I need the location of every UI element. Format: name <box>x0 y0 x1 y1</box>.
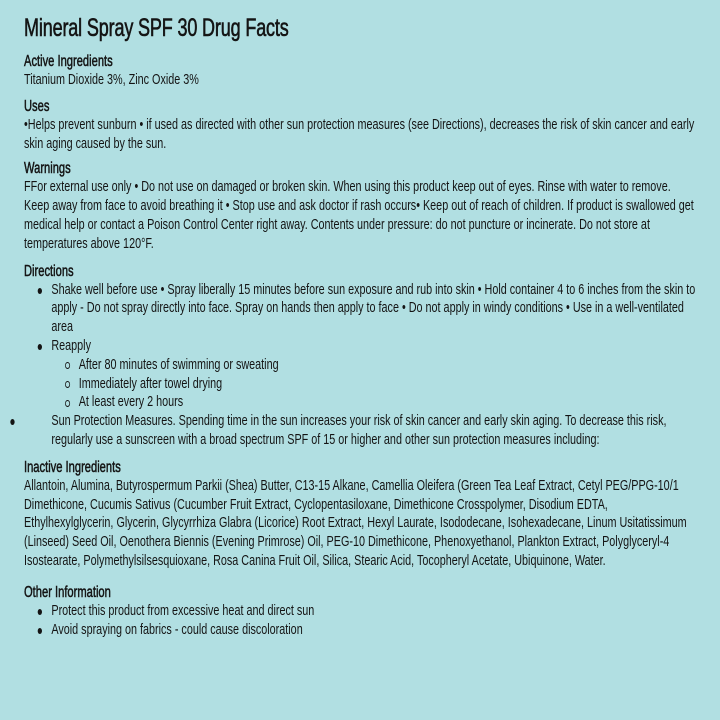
sublist-item: Immediately after towel drying <box>51 375 697 394</box>
directions-list <box>24 281 697 450</box>
list-item: Protect this product from excessive heat and direct sun <box>24 602 697 621</box>
section-heading: Active Ingredients <box>24 53 113 70</box>
sublist-item: After 80 minutes of swimming or sweating <box>51 356 697 375</box>
list-item: Avoid spraying on fabrics - could cause discoloration <box>24 621 697 640</box>
section-text: FFor external use only • Do not use on damaged or broken skin. When using this product keep out of eyes. Rinse with water to remove. Keep away from face to avoid breathing it • Stop use and ask doctor if rash occurs• Keep out of reach of children. If product is swallowed get medical help or contact a Poison Control Center right away. Contents under pressure: do not puncture or incinerate. Do not store at temperatures above 120°F. <box>24 178 694 252</box>
other-information-section <box>24 583 697 640</box>
drug-facts-panel <box>24 12 697 639</box>
warnings-section <box>24 159 697 253</box>
section-heading: Warnings <box>24 160 71 178</box>
active-ingredients-section <box>24 52 697 90</box>
uses-section <box>24 97 697 154</box>
section-text: Allantoin, Alumina, Butyrospermum Parkii (Shea) Butter, C13-15 Alkane, Camellia Oleifera (Green Tea Leaf Extract, Cetyl PEG/PPG-10/1 Dimethicone, Cucumis Sativus (Cucumber Fruit Extract, Cyclopentasiloxane, Dimethicone Crosspolymer, Disodium EDTA, Ethylhexylglycerin, Glycerin, Glycyrrhiza Glabra (Licorice) Root Extract, Hexyl Laurate, Isododecane, Isohexadecane, Linum Usitatissimum (Linseed) Seed Oil, Oenothera Biennis (Evening Primrose) Oil, PEG-10 Dimethicone, Phenoxyethanol, Plankton Extract, Polyglyceryl-4 Isostearate, Polymethylsilsesquioxane, Rosa Canina Fruit Oil, Silica, Stearic Acid, Tocopheryl Acetate, Ubiquinone, Water. <box>24 476 687 569</box>
directions-section <box>24 262 697 450</box>
list-item <box>24 281 697 337</box>
list-item <box>24 337 697 412</box>
section-heading: Inactive Ingredients <box>24 458 121 476</box>
section-text: Titanium Dioxide 3%, Zinc Oxide 3% <box>24 71 199 88</box>
section-heading: Directions <box>24 262 74 280</box>
page-title: Mineral Spray SPF 30 Drug Facts <box>24 14 289 42</box>
sublist-item: At least every 2 hours <box>51 393 697 412</box>
section-heading: Other Information <box>24 583 111 601</box>
sublist <box>51 356 697 412</box>
list-item-text: Sun Protection Measures. Spending time in the sun increases your risk of skin cancer and early skin aging. To decrease this risk, regularly use a sunscreen with a broad spectrum SPF of 15 or higher and other sun protection measures including: <box>51 412 667 448</box>
list-item-text: Reapply <box>51 336 91 354</box>
section-heading: Uses <box>24 97 50 115</box>
list-item <box>0 412 697 450</box>
inactive-ingredients-section <box>24 458 697 571</box>
list-item-text: Shake well before use • Spray liberally 15 minutes before sun exposure and rub into skin • Hold container 4 to 6 inches from the skin to apply - Do not spray directly into face. Spray on hands then apply to face • Do not apply in windy conditions • Use in a well-ventilated area <box>51 280 696 336</box>
section-text: •Helps prevent sunburn • if used as directed with other sun protection measures (see Directions), decreases the risk of skin cancer and early skin aging caused by the sun. <box>24 115 695 152</box>
other-information-list <box>24 602 697 640</box>
